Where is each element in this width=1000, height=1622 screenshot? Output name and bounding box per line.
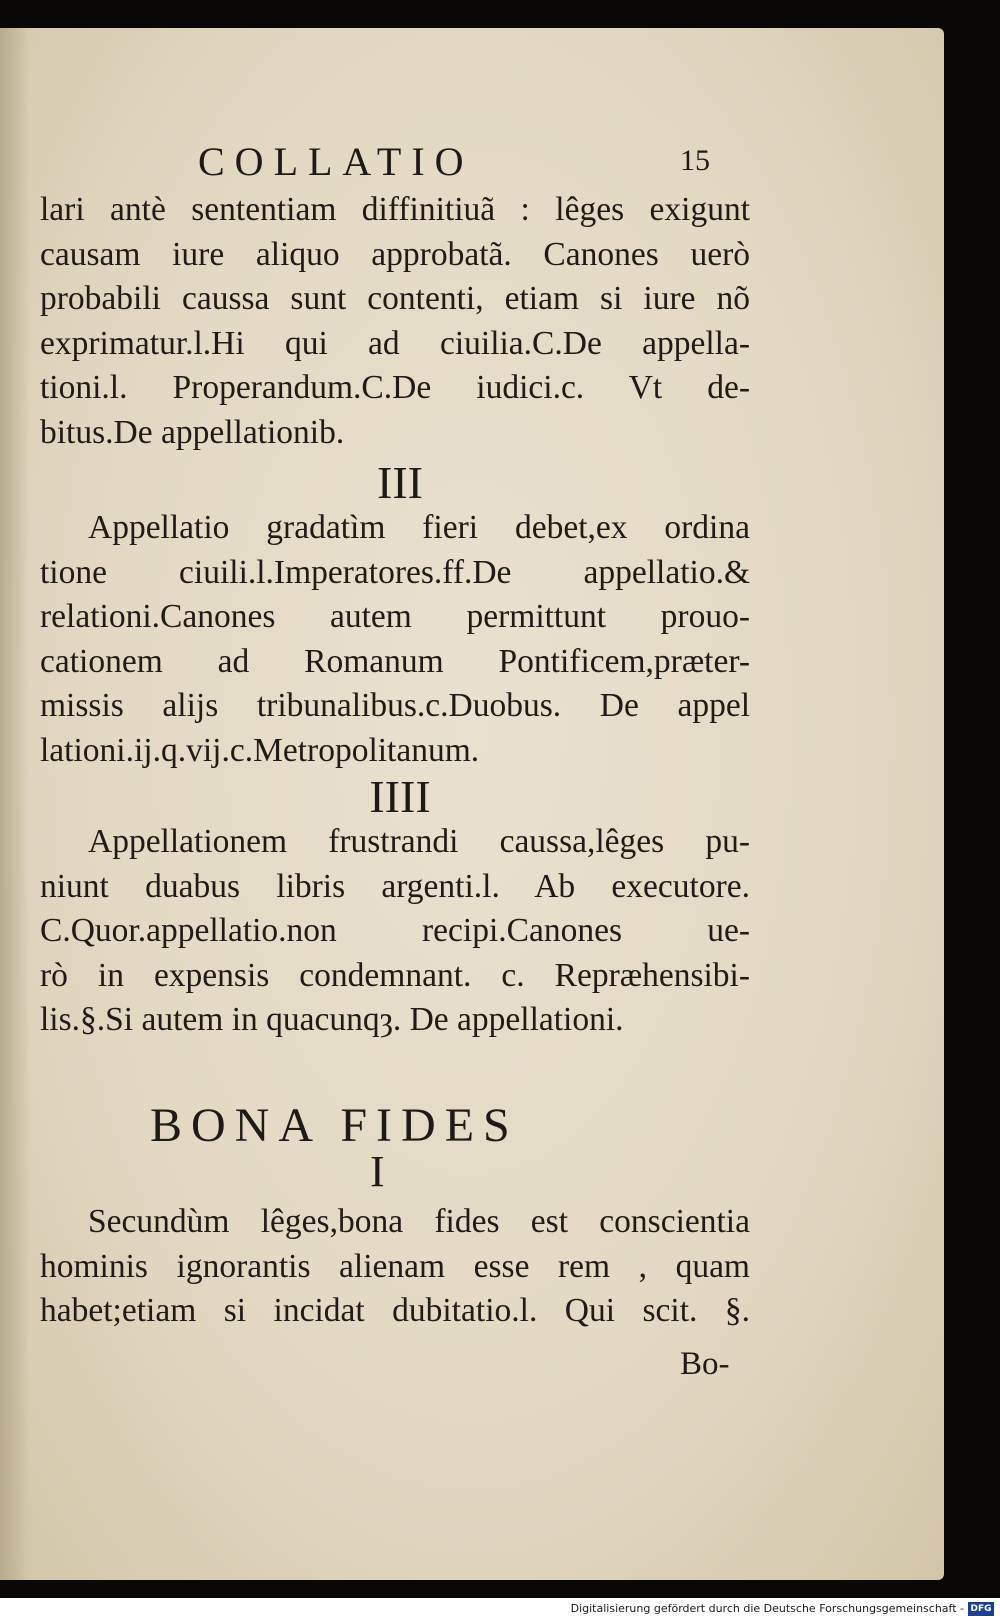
catchword: Bo- (680, 1346, 730, 1382)
section-numeral-i: I (370, 1147, 385, 1196)
text-line: causam iure aliquo approbatã. Canones uerò (40, 235, 750, 273)
text-line: lis.§.Si autem in quacunqȝ. De appellationi. (40, 1001, 624, 1038)
text-line: Appellationem frustrandi caussa,lêges pu- (88, 823, 750, 860)
text-line: lari antè sententiam diffinitiuã : lêges exigunt (40, 191, 750, 228)
paragraph-bona-fides (40, 1200, 750, 1334)
text-line: C.Quor.appellatio.non recipi.Canones ue- (40, 912, 750, 949)
text-line: cationem ad Romanum Pontificem,præter- (40, 642, 750, 680)
paragraph-iiii (40, 820, 750, 1043)
text-line: lationi.ij.q.vij.c.Metropolitanum. (40, 731, 480, 769)
paragraph-continuation (40, 188, 750, 455)
running-title: COLLATIO (198, 139, 474, 184)
page-header (0, 138, 944, 188)
section-numeral-iiii: IIII (369, 771, 431, 822)
text-line: hominis ignorantis alienam esse rem , quam (40, 1247, 750, 1285)
text-line: exprimatur.l.Hi qui ad ciuilia.C.De appella- (40, 324, 750, 362)
text-line: tioni.l. Properandum.C.De iudici.c. Vt de- (40, 369, 750, 406)
paragraph-iii (40, 506, 750, 773)
text-line: tione ciuili.l.Imperatores.ff.De appellatio.& (40, 553, 750, 591)
text-line: rò in expensis condemnant. c. Repræhensibi- (40, 956, 750, 994)
page-number: 15 (680, 144, 710, 177)
funding-credit: Digitalisierung gefördert durch die Deutsche Forschungsgemeinschaft - (570, 1602, 964, 1615)
footer-band (0, 1598, 1000, 1622)
text-line: relationi.Canones autem permittunt prouo- (40, 598, 750, 635)
text-line: probabili caussa sunt contenti, etiam si iure nõ (40, 280, 750, 317)
text-line: bitus.De appellationib. (40, 413, 345, 451)
section-numeral-iii: III (377, 457, 423, 508)
dfg-logo: DFG (968, 1602, 994, 1616)
section-title: BONA FIDES (150, 1099, 519, 1152)
text-line: Appellatio gradatìm fieri debet,ex ordina (88, 509, 750, 546)
book-page (0, 28, 944, 1580)
text-line: Secundùm lêges,bona fides est conscientia (88, 1203, 750, 1240)
text-line: missis alijs tribunalibus.c.Duobus. De appel (40, 687, 750, 724)
text-line: niunt duabus libris argenti.l. Ab executore. (40, 867, 750, 905)
text-line: habet;etiam si incidat dubitatio.l. Qui scit. §. (40, 1292, 750, 1329)
